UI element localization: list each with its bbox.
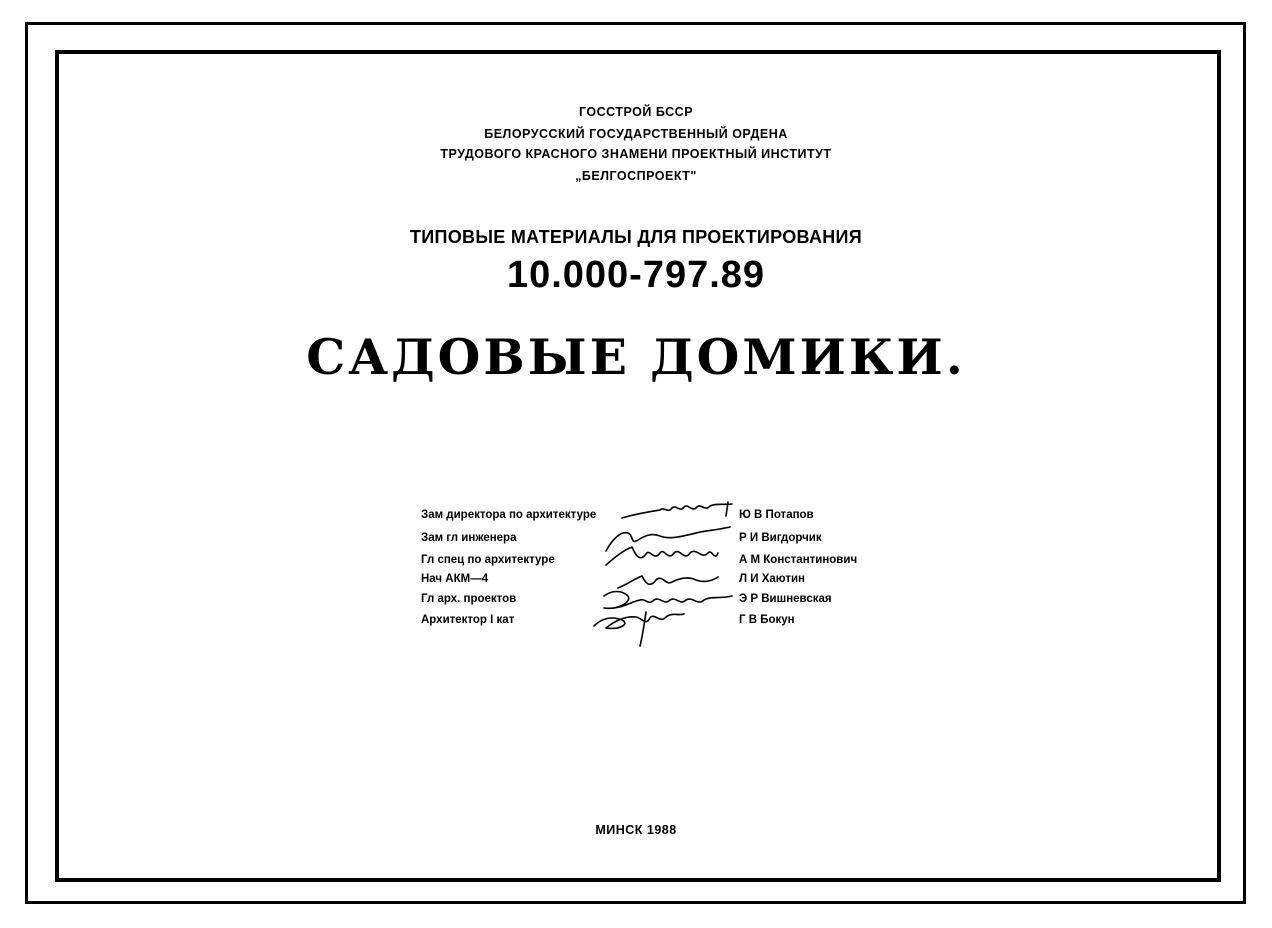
approval-position: Нач АКМ—4 xyxy=(421,573,489,585)
approval-position: Архитектор I кат xyxy=(421,614,515,626)
signature-5 xyxy=(604,592,732,609)
approval-position: Зам директора по архитектуре xyxy=(421,509,597,521)
approval-position: Гл арх. проектов xyxy=(421,593,517,605)
document-subtitle: ТИПОВЫЕ МАТЕРИАЛЫ ДЛЯ ПРОЕКТИРОВАНИЯ xyxy=(409,227,863,247)
approval-name: Э Р Вишневская xyxy=(739,593,832,605)
approval-name: Л И Хаютин xyxy=(739,573,805,585)
document-title: САДОВЫЕ ДОМИКИ. xyxy=(306,328,966,386)
approval-name: Ю В Потапов xyxy=(739,509,814,521)
signature-2 xyxy=(606,527,730,551)
approval-name: А М Константинович xyxy=(739,554,858,566)
header-line-2: БЕЛОРУССКИЙ ГОСУДАРСТВЕННЫЙ ОРДЕНА xyxy=(484,127,788,141)
header-line-1: ГОССТРОЙ БССР xyxy=(578,105,694,119)
signature-6 xyxy=(594,612,684,646)
document-code: 10.000-797.89 xyxy=(506,254,766,296)
approval-position: Гл спец по архитектуре xyxy=(421,554,555,566)
header-line-3: ТРУДОВОГО КРАСНОГО ЗНАМЕНИ ПРОЕКТНЫЙ ИНСТИТУТ xyxy=(440,147,832,161)
approval-name: Р И Вигдорчик xyxy=(739,532,822,544)
header-line-4: „БЕЛГОСПРОЕКТ" xyxy=(575,169,697,183)
signature-1 xyxy=(622,502,732,518)
approval-name: Г В Бокун xyxy=(739,614,795,626)
approval-position: Зам гл инженера xyxy=(421,532,517,544)
publication-place-year: МИНСК 1988 xyxy=(595,823,677,837)
signature-4 xyxy=(618,576,718,588)
signature-3 xyxy=(606,547,718,565)
